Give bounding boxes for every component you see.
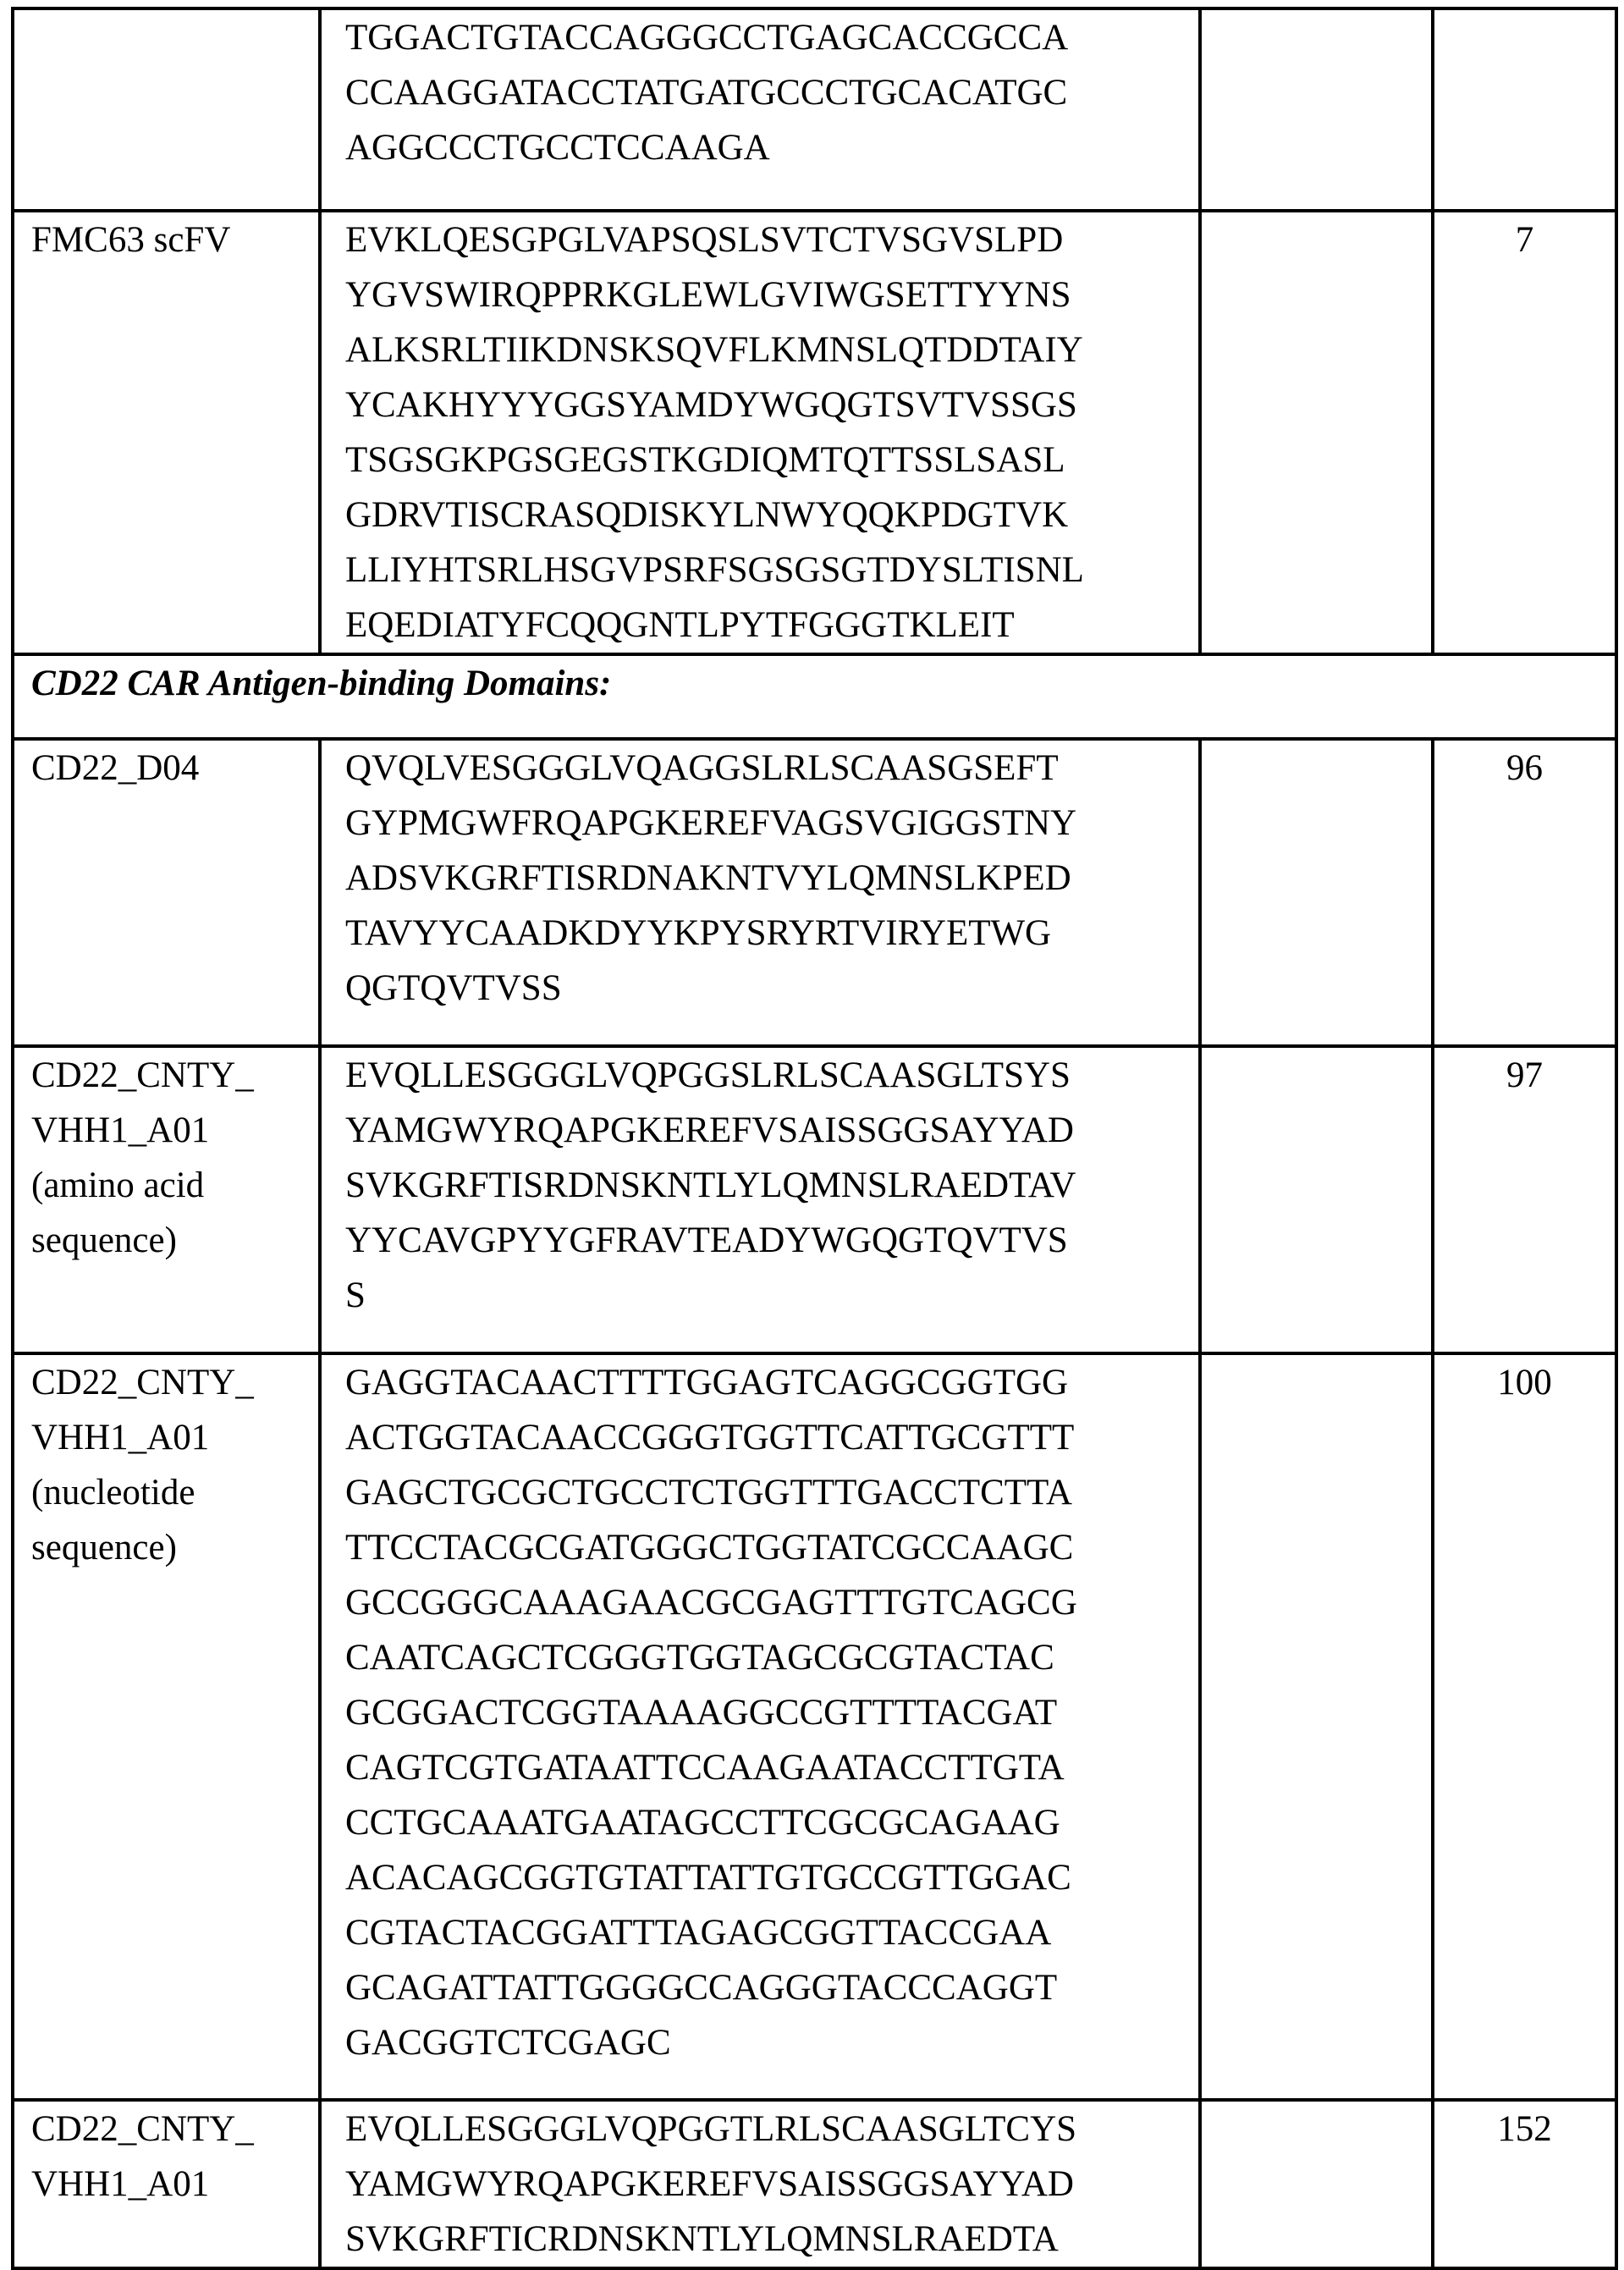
text-line: EVQLLESGGGLVQPGGSLRLSCAASGLTSYS — [345, 1048, 1198, 1103]
table-row — [13, 739, 1616, 1046]
seq-id-number-cell: 100 — [1433, 1353, 1616, 2100]
text-line: CAGTCGTGATAATTCCAAGAATACCTTGTA — [345, 1740, 1198, 1795]
text-line: GAGCTGCGCTGCCTCTGGTTTGACCTCTTA — [345, 1465, 1198, 1520]
note-cell — [1200, 739, 1433, 1046]
text-line: VHH1_A01 — [31, 1410, 318, 1465]
sequence-cell — [320, 2100, 1200, 2268]
note-cell — [1200, 2100, 1433, 2268]
note-cell — [1200, 1353, 1433, 2100]
sequence-name-cell — [13, 8, 320, 211]
sequence-name-cell — [13, 1046, 320, 1353]
sequence-table — [11, 7, 1618, 2270]
text-line: QVQLVESGGGLVQAGGSLRLSCAASGSEFT — [345, 741, 1198, 796]
table-row — [13, 8, 1616, 211]
table-row — [13, 211, 1616, 654]
text-line: CD22_D04 — [31, 741, 318, 796]
section-header-row — [13, 654, 1616, 739]
text-line: QGTQVTVSS — [345, 961, 1198, 1016]
text-line: VHH1_A01 — [31, 1103, 318, 1158]
text-line: LLIYHTSRLHSGVPSRFSGSGSGTDYSLTISNL — [345, 543, 1198, 598]
seq-id-number-cell: 7 — [1433, 211, 1616, 654]
text-line: CGTACTACGGATTTAGAGCGGTTACCGAA — [345, 1905, 1198, 1960]
text-line: YGVSWIRQPPRKGLEWLGVIWGSETTYYNS — [345, 267, 1198, 322]
text-line: ALKSRLTIIKDNSKSQVFLKMNSLQTDDTAIY — [345, 322, 1198, 377]
text-line: sequence) — [31, 1520, 318, 1575]
note-cell — [1200, 8, 1433, 211]
text-line: TSGSGKPGSGEGSTKGDIQMTQTTSSLSASL — [345, 433, 1198, 488]
table-row — [13, 1046, 1616, 1353]
seq-id-number-cell — [1433, 8, 1616, 211]
sequence-name-cell: FMC63 scFV — [13, 211, 320, 654]
text-line: TAVYYCAADKDYYKPYSRYRTVIRYETWG — [345, 906, 1198, 961]
text-line: GCAGATTATTGGGGCCAGGGTACCCAGGT — [345, 1960, 1198, 2015]
sequence-cell — [320, 1046, 1200, 1353]
text-line: ADSVKGRFTISRDNAKNTVYLQMNSLKPED — [345, 851, 1198, 906]
text-line: (amino acid — [31, 1158, 318, 1213]
sequence-cell — [320, 739, 1200, 1046]
seq-id-number-cell: 97 — [1433, 1046, 1616, 1353]
text-line: YCAKHYYYGGSYAMDYWGQGTSVTVSSGS — [345, 377, 1198, 433]
text-line: GCCGGGCAAAGAACGCGAGTTTGTCAGCG — [345, 1575, 1198, 1630]
text-line: GACGGTCTCGAGC — [345, 2015, 1198, 2070]
sequence-name-cell — [13, 1353, 320, 2100]
sequence-name-cell — [13, 739, 320, 1046]
text-line: SVKGRFTICRDNSKNTLYLQMNSLRAEDTA — [345, 2212, 1198, 2267]
text-line: AGGCCCTGCCTCCAAGA — [345, 120, 1198, 175]
text-line: CAATCAGCTCGGGTGGTAGCGCGTACTAC — [345, 1630, 1198, 1685]
sequence-cell — [320, 211, 1200, 654]
text-line: CCTGCAAATGAATAGCCTTCGCGCAGAAG — [345, 1795, 1198, 1850]
text-line: CD22_CNTY_ — [31, 2102, 318, 2157]
section-header: CD22 CAR Antigen-binding Domains: — [13, 654, 1616, 739]
note-cell — [1200, 1046, 1433, 1353]
text-line: YAMGWYRQAPGKEREFVSAISSGGSAYYAD — [345, 2157, 1198, 2212]
text-line: ACACAGCGGTGTATTATTGTGCCGTTGGAC — [345, 1850, 1198, 1905]
text-line: CCAAGGATACCTATGATGCCCTGCACATGC — [345, 65, 1198, 120]
text-line: sequence) — [31, 1213, 318, 1268]
text-line: CD22_CNTY_ — [31, 1048, 318, 1103]
text-line: EVKLQESGPGLVAPSQSLSVTCTVSGVSLPD — [345, 212, 1198, 267]
seq-id-number-cell: 152 — [1433, 2100, 1616, 2268]
text-line: YYCAVGPYYGFRAVTEADYWGQGTQVTVS — [345, 1213, 1198, 1268]
table-row — [13, 2100, 1616, 2268]
sequence-name-cell — [13, 2100, 320, 2268]
text-line: EQEDIATYFCQQGNTLPYTFGGGTKLEIT — [345, 598, 1198, 653]
text-line: YAMGWYRQAPGKEREFVSAISSGGSAYYAD — [345, 1103, 1198, 1158]
text-line: S — [345, 1268, 1198, 1323]
note-cell — [1200, 211, 1433, 654]
text-line: SVKGRFTISRDNSKNTLYLQMNSLRAEDTAV — [345, 1158, 1198, 1213]
text-line: GDRVTISCRASQDISKYLNWYQQKPDGTVK — [345, 488, 1198, 543]
sequence-cell — [320, 8, 1200, 211]
text-line: EVQLLESGGGLVQPGGTLRLSCAASGLTCYS — [345, 2102, 1198, 2157]
seq-id-number-cell: 96 — [1433, 739, 1616, 1046]
text-line: CD22_CNTY_ — [31, 1355, 318, 1410]
text-line: VHH1_A01 — [31, 2157, 318, 2212]
text-line: GCGGACTCGGTAAAAGGCCGTTTTACGAT — [345, 1685, 1198, 1740]
table-row — [13, 1353, 1616, 2100]
text-line: TTCCTACGCGATGGGCTGGTATCGCCAAGC — [345, 1520, 1198, 1575]
text-line: ACTGGTACAACCGGGTGGTTCATTGCGTTT — [345, 1410, 1198, 1465]
text-line: (nucleotide — [31, 1465, 318, 1520]
text-line: GYPMGWFRQAPGKEREFVAGSVGIGGSTNY — [345, 796, 1198, 851]
text-line: TGGACTGTACCAGGGCCTGAGCACCGCCA — [345, 10, 1198, 65]
text-line: GAGGTACAACTTTTGGAGTCAGGCGGTGG — [345, 1355, 1198, 1410]
sequence-cell — [320, 1353, 1200, 2100]
